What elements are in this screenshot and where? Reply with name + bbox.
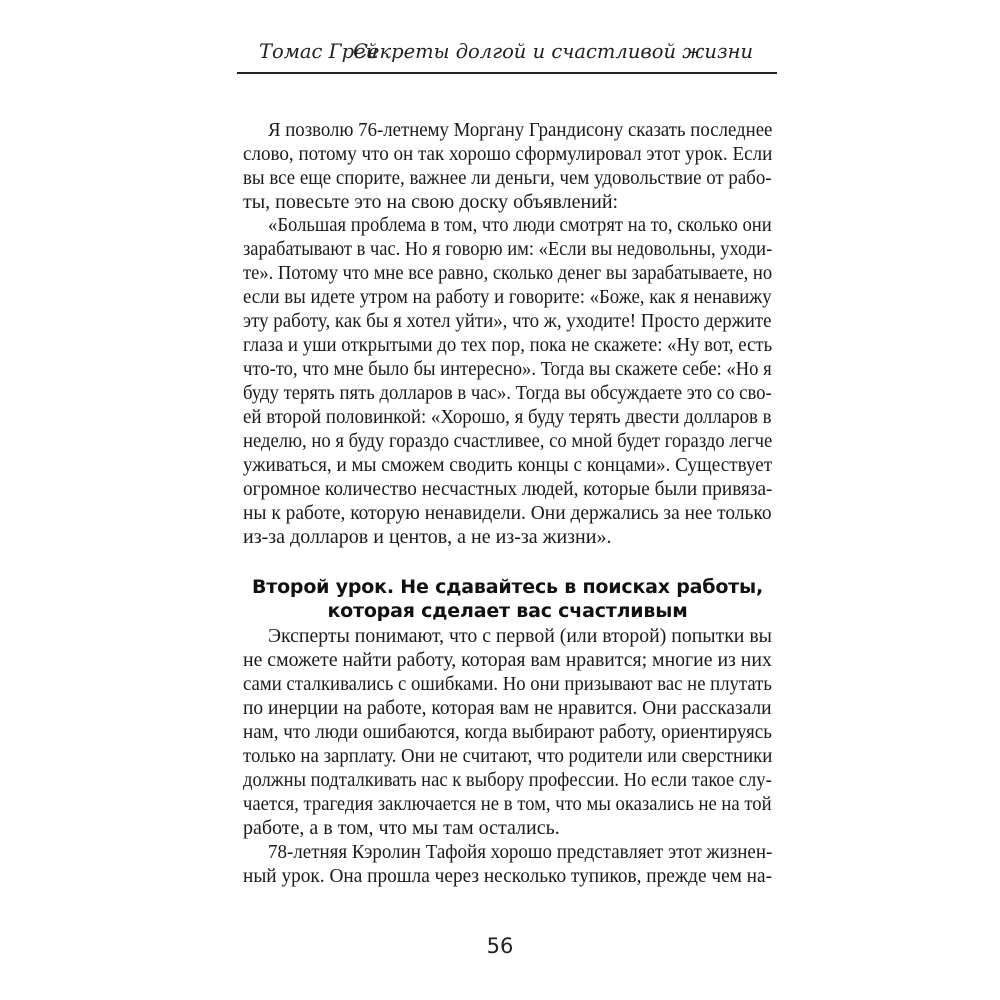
page-number: 56 [486, 934, 514, 958]
running-head-author: Томас Грей [259, 40, 379, 63]
running-head-title: Секреты долгой и счастливой жизни [353, 40, 753, 63]
text-line: слово, потому что он так хорошо сформулировал этот урок. Если [243, 143, 773, 165]
text-line: не сможете найти работу, которая вам нравится; многие из них [243, 649, 772, 671]
text-line: глаза и уши открытыми до тех пор, пока не скажете: «Ну вот, есть [243, 334, 773, 356]
text-line: те». Потому что мне все равно, сколько денег вы зарабатываете, но [243, 262, 773, 284]
text-line: работе, а в том, что мы там остались. [243, 817, 560, 839]
text-line: нам, что люди ошибаются, когда выбирают работу, ориентируясь [243, 721, 772, 743]
text-line: эту работу, как бы я хотел уйти», что ж, уходите! Просто держите [243, 310, 772, 332]
text-line: ты, повесьте это на свою доску объявлений: [243, 191, 619, 213]
text-line: Эксперты понимают, что с первой (или второй) попытки вы [268, 625, 772, 647]
text-line: должны подталкивать нас к выбору профессии. Но если такое слу- [243, 769, 772, 791]
text-line: зарабатывают в час. Но я говорю им: «Если вы недовольны, уходи- [243, 238, 773, 260]
text-line: огромное количество несчастных людей, которые были привяза- [243, 478, 773, 500]
text-line: 78-летняя Кэролин Тафойя хорошо представляет этот жизнен- [268, 841, 773, 863]
text-line: ны к работе, которую ненавидели. Они держались за нее только [243, 502, 772, 524]
text-line: Я позволю 76-летнему Моргану Грандисону сказать последнее [268, 119, 773, 141]
text-line: вы все еще спорите, важнее ли деньги, чем удовольствие от рабо- [243, 167, 772, 189]
text-line: буду терять пять долларов в час». Тогда вы обсуждаете это со сво- [243, 382, 772, 404]
text-line: «Большая проблема в том, что люди смотрят на то, сколько они [268, 214, 772, 236]
text-line: уживаться, и мы сможем сводить концы с концами». Существует [243, 454, 773, 476]
text-line: ей второй половинкой: «Хорошо, я буду терять двести долларов в [243, 406, 772, 428]
section-heading-line: которая сделает вас счастливым [327, 600, 688, 622]
text-line: неделю, но я буду гораздо счастливее, со мной будет гораздо легче [243, 430, 773, 452]
running-head [237, 38, 777, 74]
section-heading-line: Второй урок. Не сдавайтесь в поисках работы, [251, 576, 763, 598]
text-line: сами сталкивались с ошибками. Но они призывают вас не плутать [243, 673, 772, 695]
text-line: если вы идете утром на работу и говорите: «Боже, как я ненавижу [243, 286, 772, 308]
text-line: ный урок. Она прошла через несколько тупиков, прежде чем на- [243, 865, 773, 887]
text-line: только на зарплату. Они не считают, что родители или сверстники [243, 745, 773, 767]
text-line: из-за долларов и центов, а не из-за жизни». [243, 526, 612, 548]
text-line: что-то, что мне было бы интересно». Тогда вы скажете себе: «Но я [243, 358, 772, 380]
text-line: по инерции на работе, которая вам не нравится. Они рассказали [243, 697, 772, 719]
text-line: чается, трагедия заключается не в том, что мы оказались не на той [243, 793, 772, 815]
